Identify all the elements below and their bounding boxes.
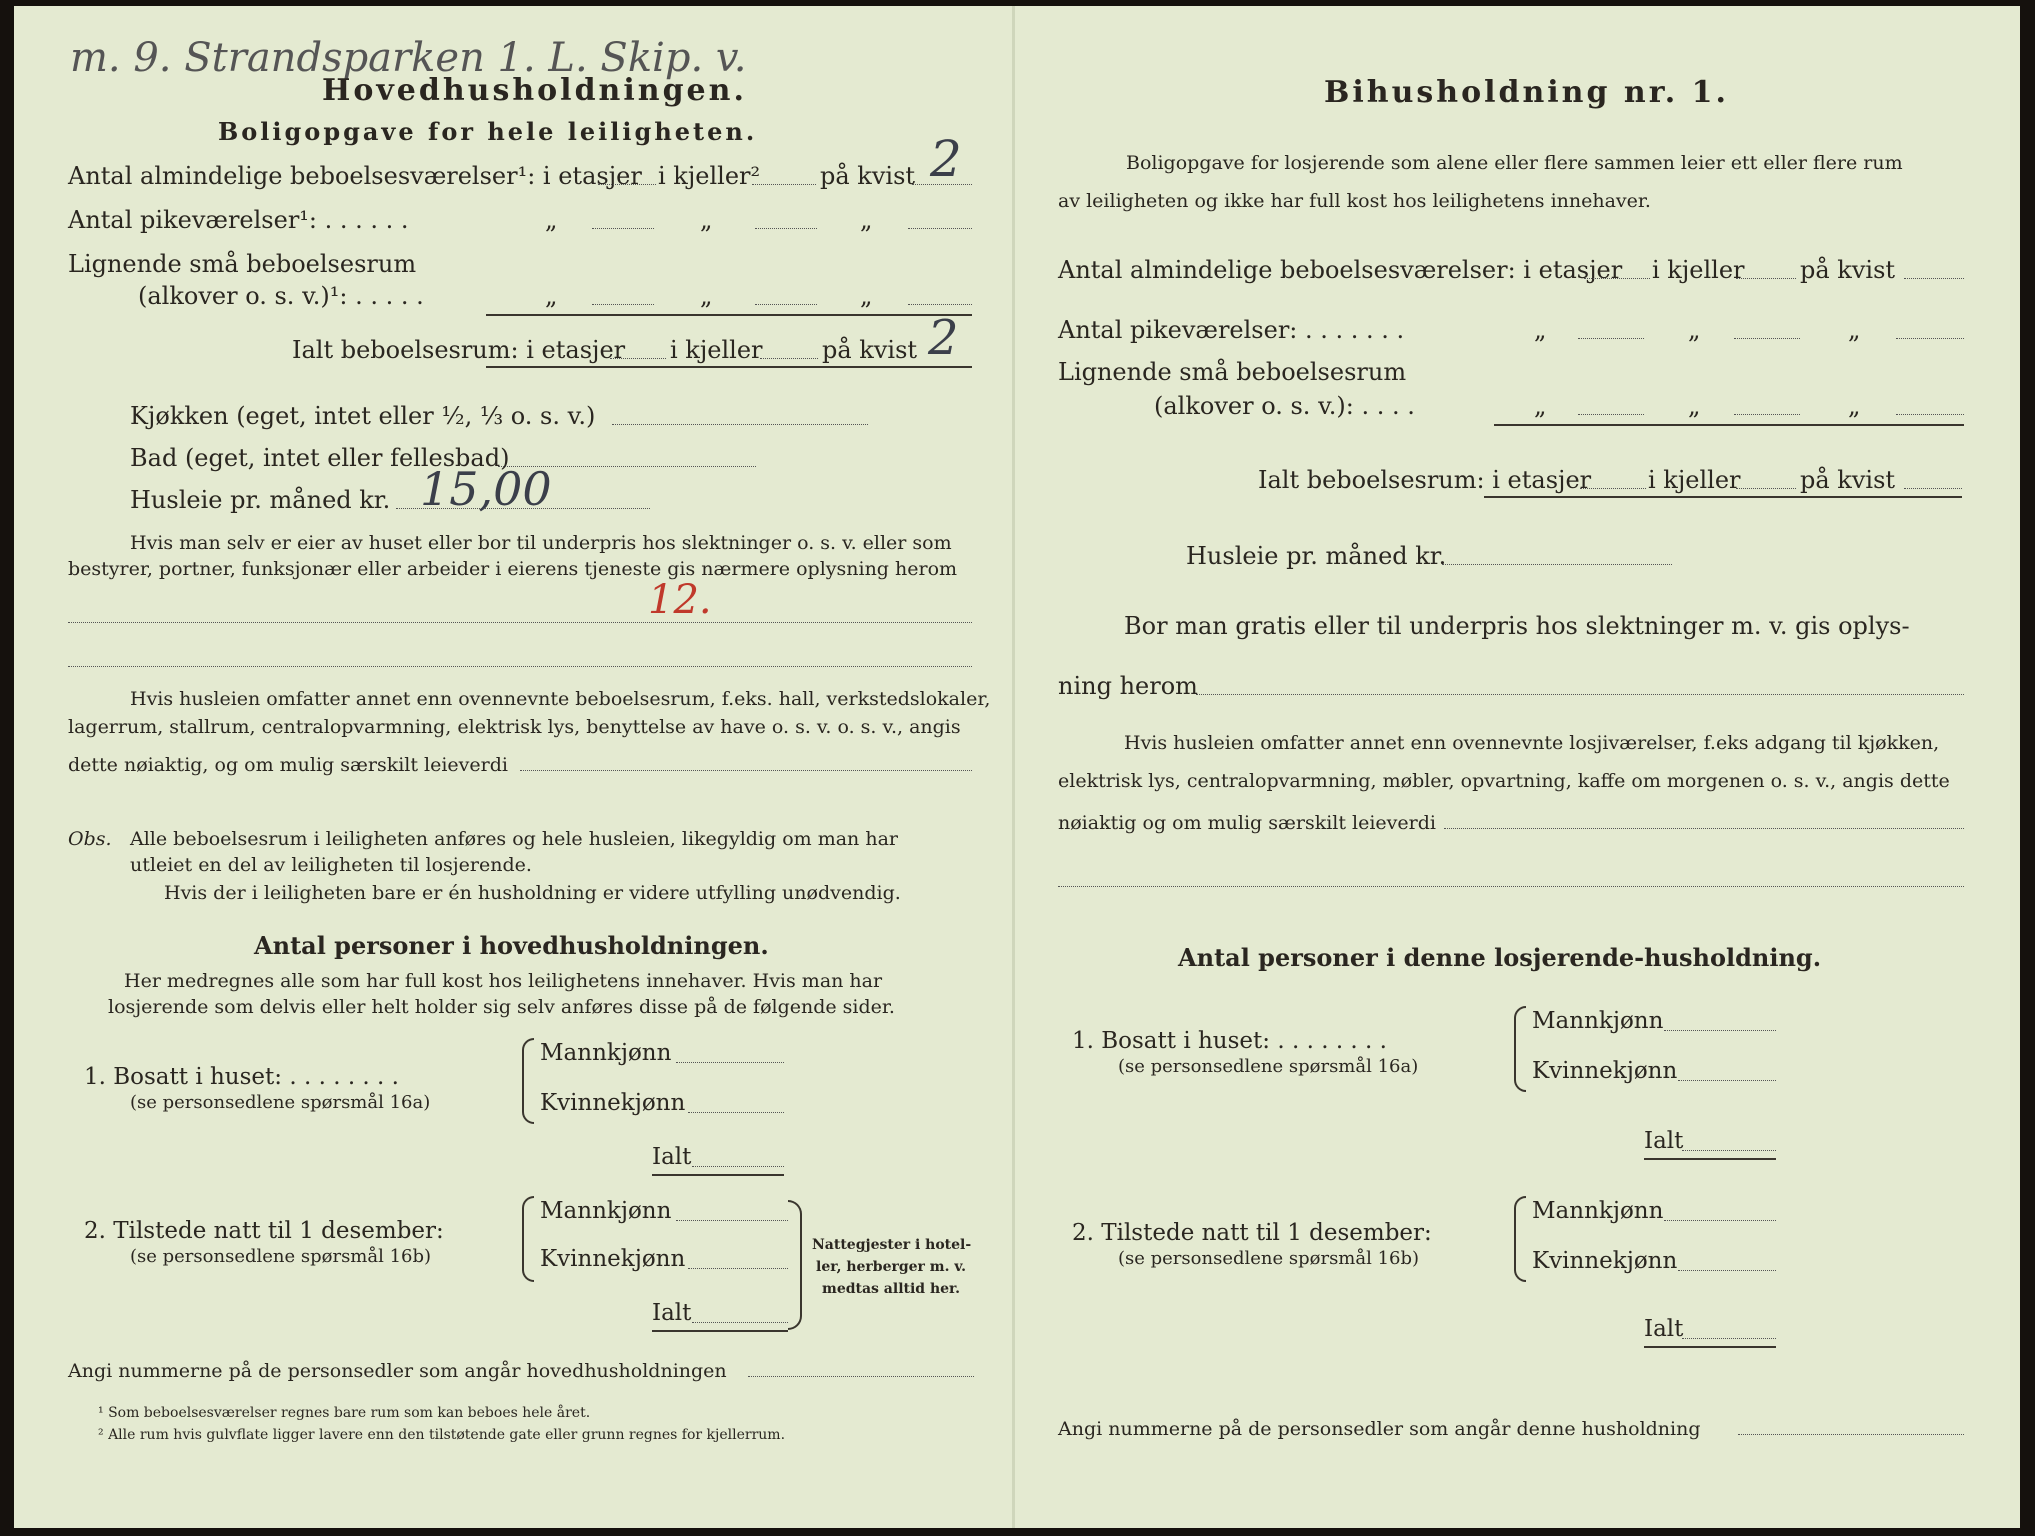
l-row3-rule: [486, 314, 972, 316]
l-q1-kvinne: Kvinnekjønn: [540, 1090, 686, 1116]
l-q2-kvinne: Kvinnekjønn: [540, 1246, 686, 1272]
l-persons-text-2: losjerende som delvis eller helt holder sig selv anføres disse på de følgende sider.: [108, 996, 895, 1018]
l-row3-label-b: (alkover o. s. v.)¹: . . . . .: [138, 282, 424, 310]
r-row3-label-a: Lignende små beboelsesrum: [1058, 358, 1407, 386]
l-q2-brace-right: [788, 1200, 802, 1330]
r-omfatter-field-1[interactable]: [1444, 828, 1964, 829]
r-q2-label: 2. Tilstede natt til 1 desember:: [1072, 1220, 1432, 1246]
r-row3-kvist-field[interactable]: [1896, 414, 1964, 415]
r-husleie-label: Husleie pr. måned kr.: [1186, 542, 1447, 570]
l-ialt-rule: [486, 366, 972, 368]
r-row3-rule: [1494, 424, 1964, 426]
l-q2-label: 2. Tilstede natt til 1 desember:: [84, 1218, 444, 1244]
l-row1-kjeller: i kjeller²: [658, 162, 761, 190]
r-q1-ialt-field[interactable]: [1682, 1150, 1776, 1151]
l-row3-label-a: Lignende små beboelsesrum: [68, 250, 417, 278]
l-row3-kjeller-field[interactable]: [755, 304, 817, 305]
l-omfatter-3: dette nøiaktig, og om mulig særskilt leieverdi: [68, 754, 508, 776]
l-angi-field[interactable]: [748, 1376, 974, 1377]
l-q2-brace: [522, 1196, 534, 1282]
l-row3-ditto-3: „: [860, 282, 873, 310]
l-q1-ialt-field[interactable]: [692, 1166, 784, 1167]
l-omfatter-2: lagerrum, stallrum, centralopvarmning, elektrisk lys, benyttelse av have o. s. v. o. s. v., angis: [68, 716, 961, 738]
l-ialt-kvist-value: 2: [928, 310, 959, 366]
r-angi-field[interactable]: [1738, 1434, 1964, 1435]
r-ialt-rule: [1484, 496, 1962, 498]
l-row3-ditto-1: „: [545, 282, 558, 310]
r-gratis-field[interactable]: [1196, 694, 1964, 695]
right-title: Bihusholdning nr. 1.: [1324, 75, 1729, 110]
r-angi: Angi nummerne på de personsedler som angår denne husholdning: [1058, 1418, 1701, 1440]
l-q2-mann-field[interactable]: [676, 1220, 788, 1221]
r-q1-kvinne-field[interactable]: [1678, 1080, 1776, 1081]
r-row1-kvist: på kvist: [1800, 256, 1896, 284]
r-row3-etasjer-field[interactable]: [1578, 414, 1644, 415]
r-q1-mann-field[interactable]: [1664, 1030, 1776, 1031]
handwritten-address: m. 9. Strandsparken 1. L. Skip. v.: [70, 35, 747, 81]
r-ialt-etasjer-field[interactable]: [1580, 488, 1646, 489]
r-row2-etasjer-field[interactable]: [1578, 338, 1644, 339]
l-eier-field-2[interactable]: [68, 666, 972, 667]
l-omfatter-field[interactable]: [520, 770, 972, 771]
l-row1-label: Antal almindelige beboelsesværelser¹: i etasjer: [68, 162, 642, 190]
l-q2-ialt: Ialt: [652, 1300, 692, 1326]
l-obs-1: Alle beboelsesrum i leiligheten anføres og hele husleien, likegyldig om man har: [130, 828, 898, 850]
r-row1-label: Antal almindelige beboelsesværelser: i etasjer: [1058, 256, 1623, 284]
l-q2-sub: (se personsedlene spørsmål 16b): [130, 1246, 432, 1267]
page-fold: [1012, 6, 1015, 1528]
r-row2-ditto-3: „: [1848, 316, 1861, 344]
r-ialt-kjeller: i kjeller: [1648, 466, 1741, 494]
l-row2-etasjer-field[interactable]: [592, 228, 654, 229]
l-omfatter-1: Hvis husleien omfatter annet enn ovennevnte beboelsesrum, f.eks. hall, verkstedslokaler,: [130, 688, 991, 710]
l-obs-3: Hvis der i leiligheten bare er én husholdning er videre utfylling unødvendig.: [164, 882, 901, 904]
l-q1-mann-field[interactable]: [676, 1062, 784, 1063]
r-q1-ialt-rule: [1644, 1158, 1776, 1160]
l-ialt-kjeller: i kjeller: [670, 336, 763, 364]
r-row3-kjeller-field[interactable]: [1734, 414, 1800, 415]
r-omfatter-2: elektrisk lys, centralopvarmning, møbler, opvartning, kaffe om morgenen o. s. v., angis dette: [1058, 770, 1950, 792]
r-q1-sub: (se personsedlene spørsmål 16a): [1118, 1056, 1419, 1077]
r-ialt-label: Ialt beboelsesrum: i etasjer: [1258, 466, 1592, 494]
l-row3-etasjer-field[interactable]: [592, 304, 654, 305]
l-footnote-1: ¹ Som beboelsesværelser regnes bare rum som kan beboes hele året.: [98, 1405, 591, 1421]
l-row2-kvist-field[interactable]: [908, 228, 972, 229]
l-eier-text-2: bestyrer, portner, funksjonær eller arbeider i eierens tjeneste gis nærmere oplysning herom: [68, 558, 958, 580]
l-husleie-value: 15,00: [420, 462, 552, 516]
r-intro-1: Boligopgave for losjerende som alene eller flere sammen leier ett eller flere rum: [1126, 152, 1903, 174]
l-q1-ialt-rule: [652, 1174, 784, 1176]
l-q2-ialt-rule: [652, 1330, 788, 1332]
l-row2-ditto-1: „: [545, 206, 558, 234]
r-gratis-2: ning herom: [1058, 672, 1198, 700]
r-q2-brace: [1514, 1196, 1526, 1282]
r-q2-ialt-rule: [1644, 1346, 1776, 1348]
r-row2-label: Antal pikeværelser: . . . . . . .: [1058, 316, 1405, 344]
r-persons-title: Antal personer i denne losjerende-husholdning.: [1178, 943, 1822, 972]
l-husleie-label: Husleie pr. måned kr.: [130, 486, 391, 514]
r-q2-ialt-field[interactable]: [1682, 1338, 1776, 1339]
l-footnote-2: ² Alle rum hvis gulvflate ligger lavere enn den tilstøtende gate eller grunn regnes for kjellerrum.: [98, 1427, 786, 1443]
l-ialt-label: Ialt beboelsesrum: i etasjer: [292, 336, 626, 364]
r-row2-kvist-field[interactable]: [1896, 338, 1964, 339]
r-row3-ditto-2: „: [1688, 392, 1701, 420]
l-row3-kvist-field[interactable]: [908, 304, 972, 305]
l-persons-text-1: Her medregnes alle som har full kost hos leilighetens innehaver. Hvis man har: [124, 970, 883, 992]
r-q1-label: 1. Bosatt i huset: . . . . . . . .: [1072, 1028, 1387, 1054]
r-intro-2: av leiligheten og ikke har full kost hos leilighetens innehaver.: [1058, 190, 1651, 212]
r-q1-kvinne: Kvinnekjønn: [1532, 1058, 1678, 1084]
l-row2-kjeller-field[interactable]: [755, 228, 817, 229]
l-q1-brace: [522, 1038, 534, 1124]
l-q1-ialt: Ialt: [652, 1144, 692, 1170]
r-q2-ialt: Ialt: [1644, 1316, 1684, 1342]
l-row3-ditto-2: „: [700, 282, 713, 310]
l-eier-value: 12.: [648, 577, 712, 623]
l-kjokken-label: Kjøkken (eget, intet eller ½, ⅓ o. s. v.): [130, 402, 596, 430]
l-angi: Angi nummerne på de personsedler som angår hovedhusholdningen: [68, 1360, 727, 1382]
r-row1-etasjer-field[interactable]: [1584, 278, 1650, 279]
l-row1-kvist: på kvist: [820, 162, 916, 190]
r-ialt-kvist-field[interactable]: [1904, 488, 1962, 489]
r-row1-kjeller: i kjeller: [1652, 256, 1745, 284]
left-title: Hovedhusholdningen.: [322, 73, 747, 108]
l-q2-kvinne-field[interactable]: [688, 1268, 788, 1269]
r-q2-mann-field[interactable]: [1664, 1220, 1776, 1221]
l-persons-title: Antal personer i hovedhusholdningen.: [254, 931, 769, 960]
l-row1-kvist-value: 2: [930, 130, 962, 188]
r-q2-sub: (se personsedlene spørsmål 16b): [1118, 1248, 1420, 1269]
l-ialt-etasjer-field[interactable]: [610, 358, 666, 359]
l-q2-mann: Mannkjønn: [540, 1198, 672, 1224]
r-husleie-field[interactable]: [1442, 564, 1672, 565]
l-q1-sub: (se personsedlene spørsmål 16a): [130, 1092, 431, 1113]
l-q2-ialt-field[interactable]: [692, 1322, 788, 1323]
r-q2-mann: Mannkjønn: [1532, 1198, 1664, 1224]
l-nattegjester-3: medtas alltid her.: [822, 1281, 961, 1297]
r-row1-kvist-field[interactable]: [1904, 278, 1964, 279]
r-row2-ditto-2: „: [1688, 316, 1701, 344]
r-omfatter-3: nøiaktig og om mulig særskilt leieverdi: [1058, 812, 1436, 834]
l-row2-ditto-2: „: [700, 206, 713, 234]
l-nattegjester-1: Nattegjester i hotel-: [812, 1237, 972, 1253]
l-row2-ditto-3: „: [860, 206, 873, 234]
r-omfatter-1: Hvis husleien omfatter annet enn ovennevnte losjiværelser, f.eks adgang til kjøkken,: [1124, 732, 1940, 754]
l-bad-label: Bad (eget, intet eller fellesbad): [130, 444, 510, 472]
l-nattegjester-2: ler, herberger m. v.: [816, 1259, 966, 1275]
l-q1-mann: Mannkjønn: [540, 1040, 672, 1066]
r-q2-kvinne-field[interactable]: [1678, 1270, 1776, 1271]
r-row3-ditto-3: „: [1848, 392, 1861, 420]
l-q1-kvinne-field[interactable]: [688, 1112, 784, 1113]
l-obs-prefix: Obs.: [68, 828, 112, 850]
r-q1-ialt: Ialt: [1644, 1128, 1684, 1154]
l-obs-2: utleiet en del av leiligheten til losjerende.: [130, 854, 532, 876]
l-ialt-kvist: på kvist: [822, 336, 918, 364]
r-row2-ditto-1: „: [1534, 316, 1547, 344]
l-kjokken-field[interactable]: [612, 424, 868, 425]
r-q1-mann: Mannkjønn: [1532, 1008, 1664, 1034]
l-ialt-kjeller-field[interactable]: [760, 358, 818, 359]
r-q1-brace: [1514, 1006, 1526, 1092]
r-row2-kjeller-field[interactable]: [1734, 338, 1800, 339]
r-gratis-1: Bor man gratis eller til underpris hos slektninger m. v. gis oplys-: [1124, 612, 1910, 640]
left-subtitle: Boligopgave for hele leiligheten.: [218, 117, 758, 146]
r-omfatter-field-2[interactable]: [1058, 886, 1964, 887]
l-row1-etasjer-field[interactable]: [598, 184, 656, 185]
r-row3-label-b: (alkover o. s. v.): . . . .: [1154, 392, 1415, 420]
r-q2-kvinne: Kvinnekjønn: [1532, 1248, 1678, 1274]
r-ialt-kvist: på kvist: [1800, 466, 1896, 494]
l-q1-label: 1. Bosatt i huset: . . . . . . . .: [84, 1064, 399, 1090]
l-eier-text-1: Hvis man selv er eier av huset eller bor til underpris hos slektninger o. s. v. eller som: [130, 532, 952, 554]
r-row3-ditto-1: „: [1534, 392, 1547, 420]
l-row2-label: Antal pikeværelser¹: . . . . . .: [68, 206, 409, 234]
r-ialt-kjeller-field[interactable]: [1736, 488, 1796, 489]
l-row1-kjeller-field[interactable]: [752, 184, 816, 185]
r-row1-kjeller-field[interactable]: [1736, 278, 1796, 279]
l-eier-field-1[interactable]: [68, 622, 972, 623]
